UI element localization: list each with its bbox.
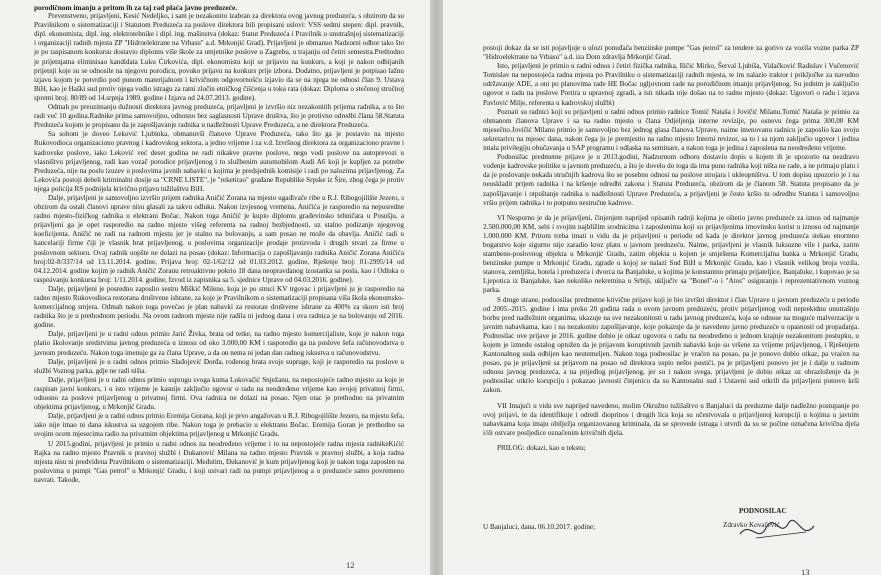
right-page bbox=[443, 0, 881, 575]
attachment-note: PRILOG: dokazi, kao u tekstu; bbox=[497, 443, 586, 452]
section-vii: VII Imajući u vidu sve naprijed navedeno, molim Okružno tužilaštvo u Banjaluci da preduzme dalje nadležno postupanje po ovoj prijavi, te da identifikuje i odredi dioprinos i drugih lica koja su učestvovala u prijavljenoj korupciji u kojima u javnim nabavkama koja imaju obilježja organizovanog kriminala, da se sprovede istraga i utvrdi da su se počine označena krivična djela i/ili ostvare posljedice označenim krivičnih djela. bbox=[483, 401, 859, 437]
left-paragraph-8: Dalje, prijavljeni je u radni odnos primio suprugu svoga kuma Lukovačić Snježanu, na nepostojeće radno mjesto za koje je raspisan javni konkurs, i u isto vrijeme je kasnije zaključio ugovor o radu na neodređeno vrijeme kao svojoj privatnoj firmi, odnosno za poslove prijavljenog u privatnoj firmi. Ova radnica ne dolazi na posao. Njen otac je prethodno na privatnim objektima prijavljenog, u Mrkonjić Gradu. bbox=[34, 375, 404, 412]
left-paragraph-9: Dalje, prijavljeni je u radni odnos primio Eremija Gorana, koji je prvo angažovan u R.J. Ribogojilište Jezero, na mjestu šefa, iako nije imao ni dana iskustva sa uzgojem ribe. Nakon toga je prebacio u elektranu Bočac. Eremija Goran je prethodno sa svojim ocem mjesecima radio na privatnim objektima prijavljenog u Mrkonjić Gradu. bbox=[34, 412, 404, 439]
left-paragraph-10: U 2015.godini, prijavljeni je primio u radni odnos na neodređeno vrijeme i to na nepostojeće radna mjesta radnikeKićić Rajka na radno mjesto Pravnik u pravnoj službi i Đukanović Milana na radno mjesto Pravnik u pravnoj službi, a koja radna mjesta nisu ni predviđena Pravilnikom o sistematizaciji. Međutim, Đukanović je kum prijavljenog koji je nakon toga zaposlen na poslovima u pumpi "Gas petrol" u Mrkonjić Gradu, i koji ustvari radi na pumpi prijavljenog a u preduzeće samo povremeno navrati. Takođe, bbox=[34, 439, 404, 484]
left-paragraph-3: Sa sobom je doveo Leković Ljubinka, obmanuvši članove Uprave Preduzeća, tako što ga je postavio na mjesto Rukovodioca organizaciono pravnog i kadrovskog sektora, a jedno vrijeme i za v.d. Izvršnog direktora za organizaciono pravne i kadrovske poslove, iako Leković već deset godina ne radi nikakve pravne poslove, nego vodi poslove na autoprevozi u vlasništvu prijavljenog, radi kao vozač porodice prijavljenog i to službenim automobilom Audi A6 koji je kupljen za potrebe Preduzeća, nije na poslu izuzev u poslovima javnih nabavki u kojima je predsjednik komisije i radi po nalozima prijavljenog. Za Lekovića postoji debeli kriminalni dosije sa "CRNE LISTE", je "reketirao" građane Republike Srpske iz Šire, zbog čega je protiv njega policija RS podnijela krivičnu prijavu tužilaštvu BiH. bbox=[34, 130, 404, 193]
section-vi-continued: S druge strane, podnosilac predmetne krivične prijave koji je bio izvršni direktor i član Uprave u javnom preduzeću u periodu od 2005.-2015. godine i ima preko 20 godina rada u ovom javnom preduzeću, protiv prijavljenog vodi neprekidnu unutrašnju borbu pred nadležnim organima, ukazuje na sve nezakonitosti u radu javnog preduzeća, koja se odnose na moguće malverzacije u javnim nabavkama, kao i na nezakonito zapošljavanje, koje pokazuje da je navedeno javno preduzeće u opasnosti od propadanja. Podnosilac ove prijave je 2016. godine dobio je otkaz ugovora o radu na neodređeno u jednom krajnje nezakonitom postupku, u kojem je izmedu ostalog optužen da je prijavom koruptivnih javnih nabavki koje su vršene za vrijeme prijavljenog, i Rješenjem Kantonalnog suda odbijen kao neutemeljen. Nakon toga podnosilac je vraćen na posao, pa je ponovo dobio otkaz, pa vraćen na posao, pa je prijavljeni sa prijavom na posao od direktora uspio nešto postići, pa je prijavljeni ponovo jer je i dalje u radnom odnosu javnog preduzeća, a na prijedlog prijavljenog, jer su i nakon svega, prijavljeni je dobio otkaz uz obrazloženje da je podnosilac otkrio korupciju i pokazao javnosti činjenicu da su Kantonalni sud i Ustavni sud otkrili da prijavljeni ponovo krši zakon. bbox=[483, 295, 859, 395]
place-date: U Banjaluci, dana, 06.10.2017. godine; bbox=[483, 523, 596, 531]
left-paragraph-6: Dalje, prijavljeni je u radni odnos primio Jarić Živka, brata od tetke, na radno mjesto komercijaliste, koje je nakon toga platio školovanje sredstvima javnog preduzeća u iznosu od oko 3.000,00 KM i rasporedio ga na poslove šefa računovodstva u javnom preduzeću. Nakon toga imenuje ga za člana Uprave, a da on nema ni jedan dan radnog iskustva u računovodstvu. bbox=[34, 330, 404, 357]
section-vi: VI Nesporno je da je prijavljeni, činjenjem naprijed opisanih radnji kojima je oštetio javno preduzeće za iznos od najmanje 2.500.000,00 KM, sebi i svojim najbližim srodnicima i zaposlenima koji su prijavljenima imovinsku korist u iznosu od najmanje 1.000.000 KM. Pritom treba imati u vidu da je prijavljeni u periodu od kada je direktor javnog preduzeća stekao enormno bogatstvo koje sigurno nije zaradio kroz platu u javnom preduzeću. Naime, prijavljeni je vlasnik luksuzne vile i parka, zatim stambeno-poslovnog objekta u Mrkonjić Gradu, zatim objekta u kojem je smještena Komercijalna banka u Mrkonjić Gradu, benzinske pumpe u Mrkonjić Gradu, zgrade u kojoj se nalazi Sud BiH u Mrkonjić Gradu, kao i vlasnik velikog broja vozila, stanova, zemljišta, hotela i preduzeća i dvorca na Banjaluke, u kojima je konstantno primaju prijateljice, Banjaluke, i kupovao je sa Ljepotica iz Banjaluke, kao nekoliko nekretnina u Srbiji, uključiv sa "Bonel"-u i "Atos" osiguranju i reprezentativnom voznog parka. bbox=[483, 213, 859, 295]
right-paragraph-1: postoji dokaz da se isti pojavljuje u ulozi ponuđača benzinske pumpe "Gas petrol" za tendere za gorivo za vozila vozne parka ZP "Hidroelektrane na Vrbasu" a.d. iza Dom zdravlja Mrkonjić Grad. bbox=[483, 44, 859, 62]
left-paragraph-1: Prevenstveno, prijavljeni, Kesić Nedeljko, i sam je nezakonito izabran za direktora ovog javnog preduzeća, s obzirom da su Pravilnikom o sistematizaciji i Statutom Preduzeća za poslove direktora bili propisani uslovi: VSS sedmi stepen: dipl. pravnik, dipl. ekonomista, dipl. ing. elektrotehnike i dipl. ing. mašinstva (dokaz: Statut Preduzeća i Pravilnik o unutrašnjoj sistematizaciji i organizaciji radnih mjesta ZP "Hidroelektrane na Vrbasu" a.d. Mrkonjić Grad). Prijavljeni je obmanuo Nadzorni odbor tako što je po raspisanom konkursu dostavio diplomu više škole za umjetnike poslove u Zagrebu, u trajanju od četiri semestra.Prethodno je prijetnjama eliminisao kandidata Luku Ćirkovića, dipl. ekonomistu koji se prijavio na konkurs, a koji je nakon odbijanih prijetnji koje su se odnosile na njegovu porodicu, povuko prijavu na konkurs prije izbora. Dodatno, prijavljeni je potpisao lažnu izjavu kojom je potvrdio pod punom materijalnom i krivičnom odgovornošću izjavio da se na njega ne odnosi član 9. Ustava BiH, kao je Haški sud protiv njega vodio istragu za ratni zločin etničkog čišćenja u toku rata (dokaz: Diploma o stečenoj stručnoj spremi broj: 80/89 od 14.srpnja 1989. godine i Izjava od 24.07.2013. godine). bbox=[34, 12, 404, 102]
right-paragraph-3: Poznati su radnici koji su prijavljeni u radni odnos primio radnice Tomić Nataša i Jovičić Milanu.Tomić Nataša je primio za obmanom članova Uprave i sa na radno mjesto u člana Odjeljenja interne revizije, po osnovu čega prima 300,00 KM mjesečno.Jovičić Milanu primio je samovoljno bez jednog glasa članova Uprave, naime imenovanu radnicu je zaposlio kao svoju sekretaricu na mjesec dana, nakon čega ju je premjestio na radno mjesto Interni revizor, sa to i sa njom zaključio ugovor i jedina imala privilegiju obučavanja u SAP programu i odlaska na seminare, a nakon toga je jedina i zaposlena na neodređeno vrijeme. bbox=[483, 107, 859, 153]
left-page bbox=[0, 0, 430, 575]
left-paragraph-2: Odmah po preuzimanju dužnosti direktora javnog preduzeća, prijavljeni je izvršio niz nezakonitih prijema radnika, a to što radi već 10 godina.Radnike prima samovoljno, odnosno bez saglasnosti Uprave društva, što je protivno odredbi člana 58.Statuta Preduzeća kojom je propisano da je zapošljavanje radnika u nadležnosti Uprave Preduzeća, a ne direktora Preduzeća. bbox=[34, 103, 404, 130]
handwritten-signature bbox=[736, 514, 828, 548]
left-paragraph-5: Dalje, prijavljeni je posredno zaposlio sestru Miškić Milene, koja je po struci KV trgovac i prijavljeni ju je rasporedio na radno mjesto Rukovodioca restorana društvene ishrane, za koje je Pravilnikom o sistematizaciji propisana viša škola ekonomsko-komercijalnog smjera. Odmah nakon toga povećao je plan nabavki za restoran društvene ishrane za 400% za skoro isti broj radnika što je u prethodnom periodu. Na ovom radnom mjestu nije radila ni jednog dana i ova radnica je na bolovanju od 2016. godine. bbox=[34, 284, 404, 330]
left-page-number: 12 bbox=[346, 560, 355, 570]
left-paragraph-7: Dalje, prijavljeni je u radni odnos primio Slađojević Đorđa, rođenog brata svoje supruge, koji je rasporedio na poslove u službi Voznog parka, gdje ne radi ništa. bbox=[34, 357, 404, 375]
left-page-heading: porodičnom imanju a pritom ih za taj rad plaća javno preduzeće. bbox=[34, 3, 238, 12]
signer-name: Zdravko Kovačević bbox=[723, 521, 780, 529]
book-gutter bbox=[430, 0, 443, 575]
right-paragraph-4: Podnosilac predmetne prijave je u 2013.godini, Nadzornom odboru dostavio dopis u kojem ih je upozorio na nezdravo vođenje kadrovske politike u javnom preduzeću, a što je dovelo do toga da ima puno radnika koji ništa ne rade, a ne primaju platu i da je poslovanje nekada stručnjih kadrova što se posebno odnosi na poslove strojara i ukleopništva. U tom dopisu upozorio je i na neuskladit prijem radnika i na kršenje odredbi zakona i Statuta Preduzeća, obzirom da je članom 58. Statuta propisano da je zapošljavanje i otpuštanje radnika u nadležnosti Uprave Preduzeća, a prijavljeni je često kršio tu odredbu Statuta i samovoljno vršio prijem radnika i to potpuno nestručne kadrove. bbox=[483, 153, 859, 207]
left-paragraph-4: Dalje, prijavljeni je samovoljno izvršio prijem radnika Aničić Zorana na mjesto ugađivače ribe u R.J. Ribogojilište Jezero, s obzirom da ostali članovi uprave nisu glasali za takvu odluku. Nakon izvjesnog vremena, Aničića je rasporedio na neposredne radno mjesto-fizičkog radnika u elektrani Bočac. Nakon toga Aničić je kupio diplomu građevinsko tehničara u Posušju, a prijavljeni ga je opet rasporedio na radno mjesto višeg referenta na radnoj bezbjednosti, uz stalno podizanje njegovog koeficijenta. Aničić ne radi na radnom mjestu jer je stalno na bolovanju, a sam posao ne može da obavlja. Aničić radi u kancelariji firme čiji je vlasnik brat prijavljenog, u poslovima organizacije prodaje proizvoda i drugih stvari za firme u poslovnom sektoru. Ovaj radnik uopšte ne dolazi na posao (dokaz: Informacija o zapošljavanju radnika Aničić Zorana Aničića broj:02-8/337/14 od 13.11.2014. godine, Prijava broj: 02-1/62/12 od 01.03.2012. godine, Rješenje broj: 01-2995/14 od 04.12.2014. godine kojim je radnik Aničić Zoranu retroaktivno pokrio 18 dana neopravdanog izostanka sa posla, kao i Odluka o raspisivanju konkursa broj: 1/11.2014. godine, Izvod iz zapisnika sa 5. sjednice Uprave od 04.03.2016. godine). bbox=[34, 193, 404, 284]
right-page-number: 13 bbox=[801, 567, 810, 575]
signer-title: PODNOSILAC bbox=[739, 507, 787, 515]
right-paragraph-2: Isto, prijavljeni je primio u radni odnos i četiri fizička radnika, Iličić Mirko, Šerval Ljubiša, Vidačković Radislav i Vučenović Tomislav na nepostojeća radna mjesta po Pravilniku o sistematizaciji radnih mjesta, te im nalazio traktor i prikljočke za navodno održavanje ADE, a oni po planovima rade HE Bočac ugljovnom rade na porodičnom imanju prijavljenog. Su jednim je zaključio ugovor o radu na poslove Portira u upravnoj zgradi, a isti nikada nije došao na to radno mjesto (dokaz: Ugovori o radu i izjava Pavlović Milje, referenta u kadrovskoj službi) bbox=[483, 62, 859, 107]
